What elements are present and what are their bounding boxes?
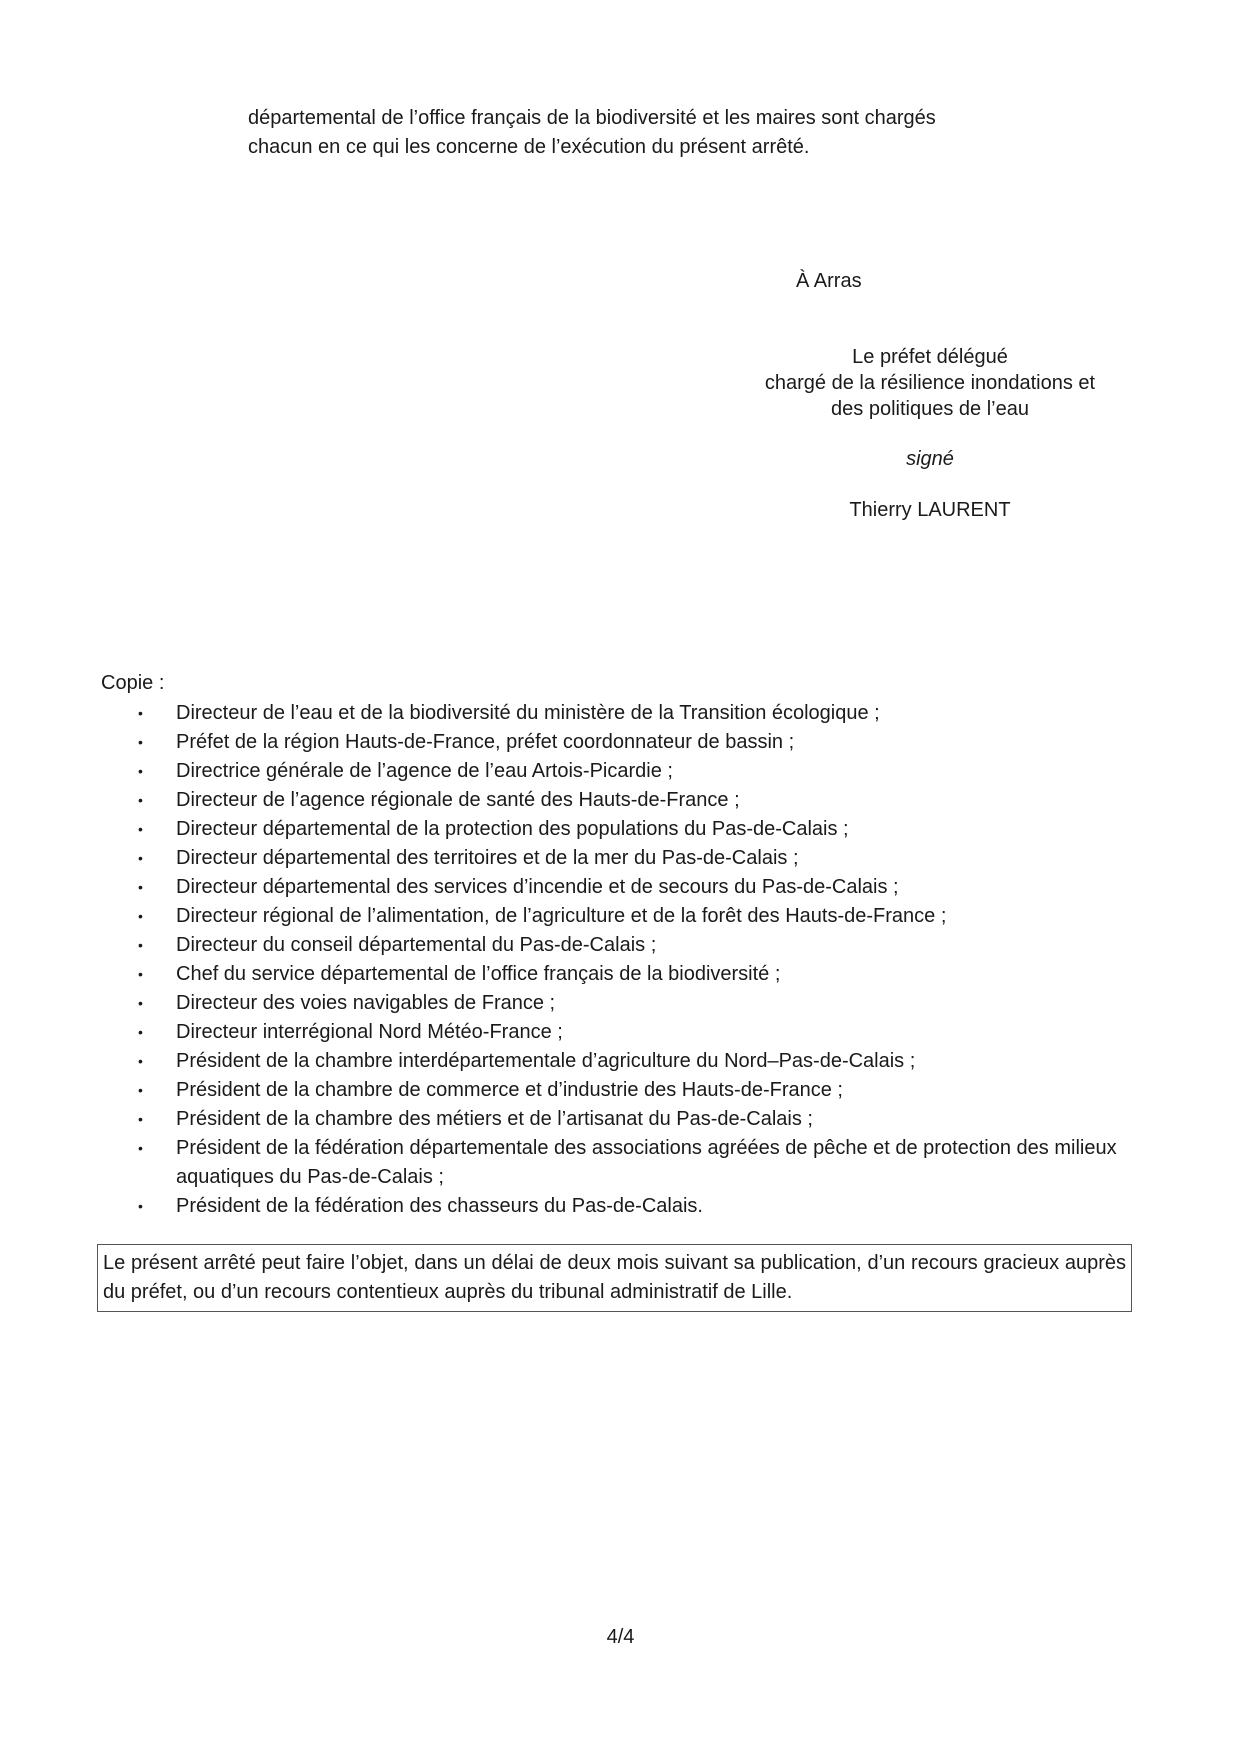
bullet-icon: • bbox=[138, 792, 143, 808]
list-item bbox=[101, 815, 1141, 844]
page-number: 4/4 bbox=[606, 1626, 635, 1648]
appeal-notice-box: Le présent arrêté peut faire l’objet, dans un délai de deux mois suivant sa publication, d’un recours gracieux auprès du préfet, ou d’un recours contentieux auprès du tribunal administratif de Lille. bbox=[97, 1244, 1132, 1312]
list-item-text: Directeur départemental de la protection des populations du Pas-de-Calais ; bbox=[176, 818, 849, 840]
bullet-icon: • bbox=[138, 1053, 143, 1069]
list-item-text: Directeur départemental des territoires et de la mer du Pas-de-Calais ; bbox=[176, 847, 799, 869]
signed-mark: signé bbox=[906, 448, 954, 470]
list-item bbox=[101, 1076, 1141, 1105]
copies-heading: Copie : bbox=[101, 672, 165, 694]
bullet-icon: • bbox=[138, 937, 143, 953]
list-item-text: Directeur régional de l’alimentation, de l’agriculture et de la forêt des Hauts-de-France ; bbox=[176, 905, 947, 927]
list-item-text: Directeur des voies navigables de France ; bbox=[176, 992, 556, 1014]
bullet-icon: • bbox=[138, 821, 143, 837]
list-item bbox=[101, 1134, 1141, 1192]
bullet-icon: • bbox=[138, 995, 143, 1011]
bullet-icon: • bbox=[138, 1024, 143, 1040]
list-item bbox=[101, 699, 1141, 728]
list-item bbox=[101, 728, 1141, 757]
list-item-text: Président de la chambre de commerce et d’industrie des Hauts-de-France ; bbox=[176, 1079, 843, 1101]
list-item-text: Directeur du conseil départemental du Pas-de-Calais ; bbox=[176, 934, 657, 956]
bullet-icon: • bbox=[138, 734, 143, 750]
list-item bbox=[101, 1047, 1141, 1076]
list-item bbox=[101, 873, 1141, 902]
list-item bbox=[101, 1192, 1141, 1221]
intro-line-2: chacun en ce qui les concerne de l’exécution du présent arrêté. bbox=[248, 136, 810, 158]
bullet-icon: • bbox=[138, 1140, 143, 1156]
bullet-icon: • bbox=[138, 879, 143, 895]
signature-title-line-1: Le préfet délégué bbox=[852, 346, 1008, 368]
list-item bbox=[101, 1018, 1141, 1047]
list-item-text: Président de la fédération départementale des associations agréées de pêche et de protection des milieux aquatiques du Pas-de-Calais ; bbox=[176, 1137, 1117, 1188]
bullet-icon: • bbox=[138, 763, 143, 779]
list-item-text: Directeur départemental des services d’incendie et de secours du Pas-de-Calais ; bbox=[176, 876, 899, 898]
bullet-icon: • bbox=[138, 1111, 143, 1127]
copies-list bbox=[101, 699, 1141, 1221]
signature-title-line-2: chargé de la résilience inondations et bbox=[764, 372, 1096, 394]
list-item bbox=[101, 844, 1141, 873]
signer-name: Thierry LAURENT bbox=[849, 499, 1011, 521]
bullet-icon: • bbox=[138, 908, 143, 924]
list-item-text: Directeur interrégional Nord Météo-France ; bbox=[176, 1021, 563, 1043]
list-item-text: Président de la chambre des métiers et de l’artisanat du Pas-de-Calais ; bbox=[176, 1108, 813, 1130]
list-item-text: Chef du service départemental de l’office français de la biodiversité ; bbox=[176, 963, 781, 985]
list-item bbox=[101, 989, 1141, 1018]
list-item-text: Président de la fédération des chasseurs du Pas-de-Calais. bbox=[176, 1195, 703, 1217]
bullet-icon: • bbox=[138, 966, 143, 982]
intro-paragraph bbox=[248, 104, 1088, 162]
list-item bbox=[101, 786, 1141, 815]
list-item bbox=[101, 931, 1141, 960]
signing-place: À Arras bbox=[796, 270, 862, 292]
list-item-text: Directrice générale de l’agence de l’eau Artois-Picardie ; bbox=[176, 760, 673, 782]
list-item bbox=[101, 757, 1141, 786]
signature-title bbox=[720, 344, 1140, 422]
intro-line-1: départemental de l’office français de la biodiversité et les maires sont chargés bbox=[248, 107, 936, 129]
bullet-icon: • bbox=[138, 850, 143, 866]
bullet-icon: • bbox=[138, 1198, 143, 1214]
signature-title-line-3: des politiques de l’eau bbox=[831, 398, 1029, 420]
list-item bbox=[101, 902, 1141, 931]
bullet-icon: • bbox=[138, 705, 143, 721]
list-item-text: Préfet de la région Hauts-de-France, préfet coordonnateur de bassin ; bbox=[176, 731, 795, 753]
list-item bbox=[101, 960, 1141, 989]
bullet-icon: • bbox=[138, 1082, 143, 1098]
list-item-text: Directeur de l’agence régionale de santé des Hauts-de-France ; bbox=[176, 789, 740, 811]
list-item bbox=[101, 1105, 1141, 1134]
list-item-text: Président de la chambre interdépartementale d’agriculture du Nord–Pas-de-Calais ; bbox=[176, 1050, 916, 1072]
list-item-text: Directeur de l’eau et de la biodiversité du ministère de la Transition écologique ; bbox=[176, 702, 880, 724]
